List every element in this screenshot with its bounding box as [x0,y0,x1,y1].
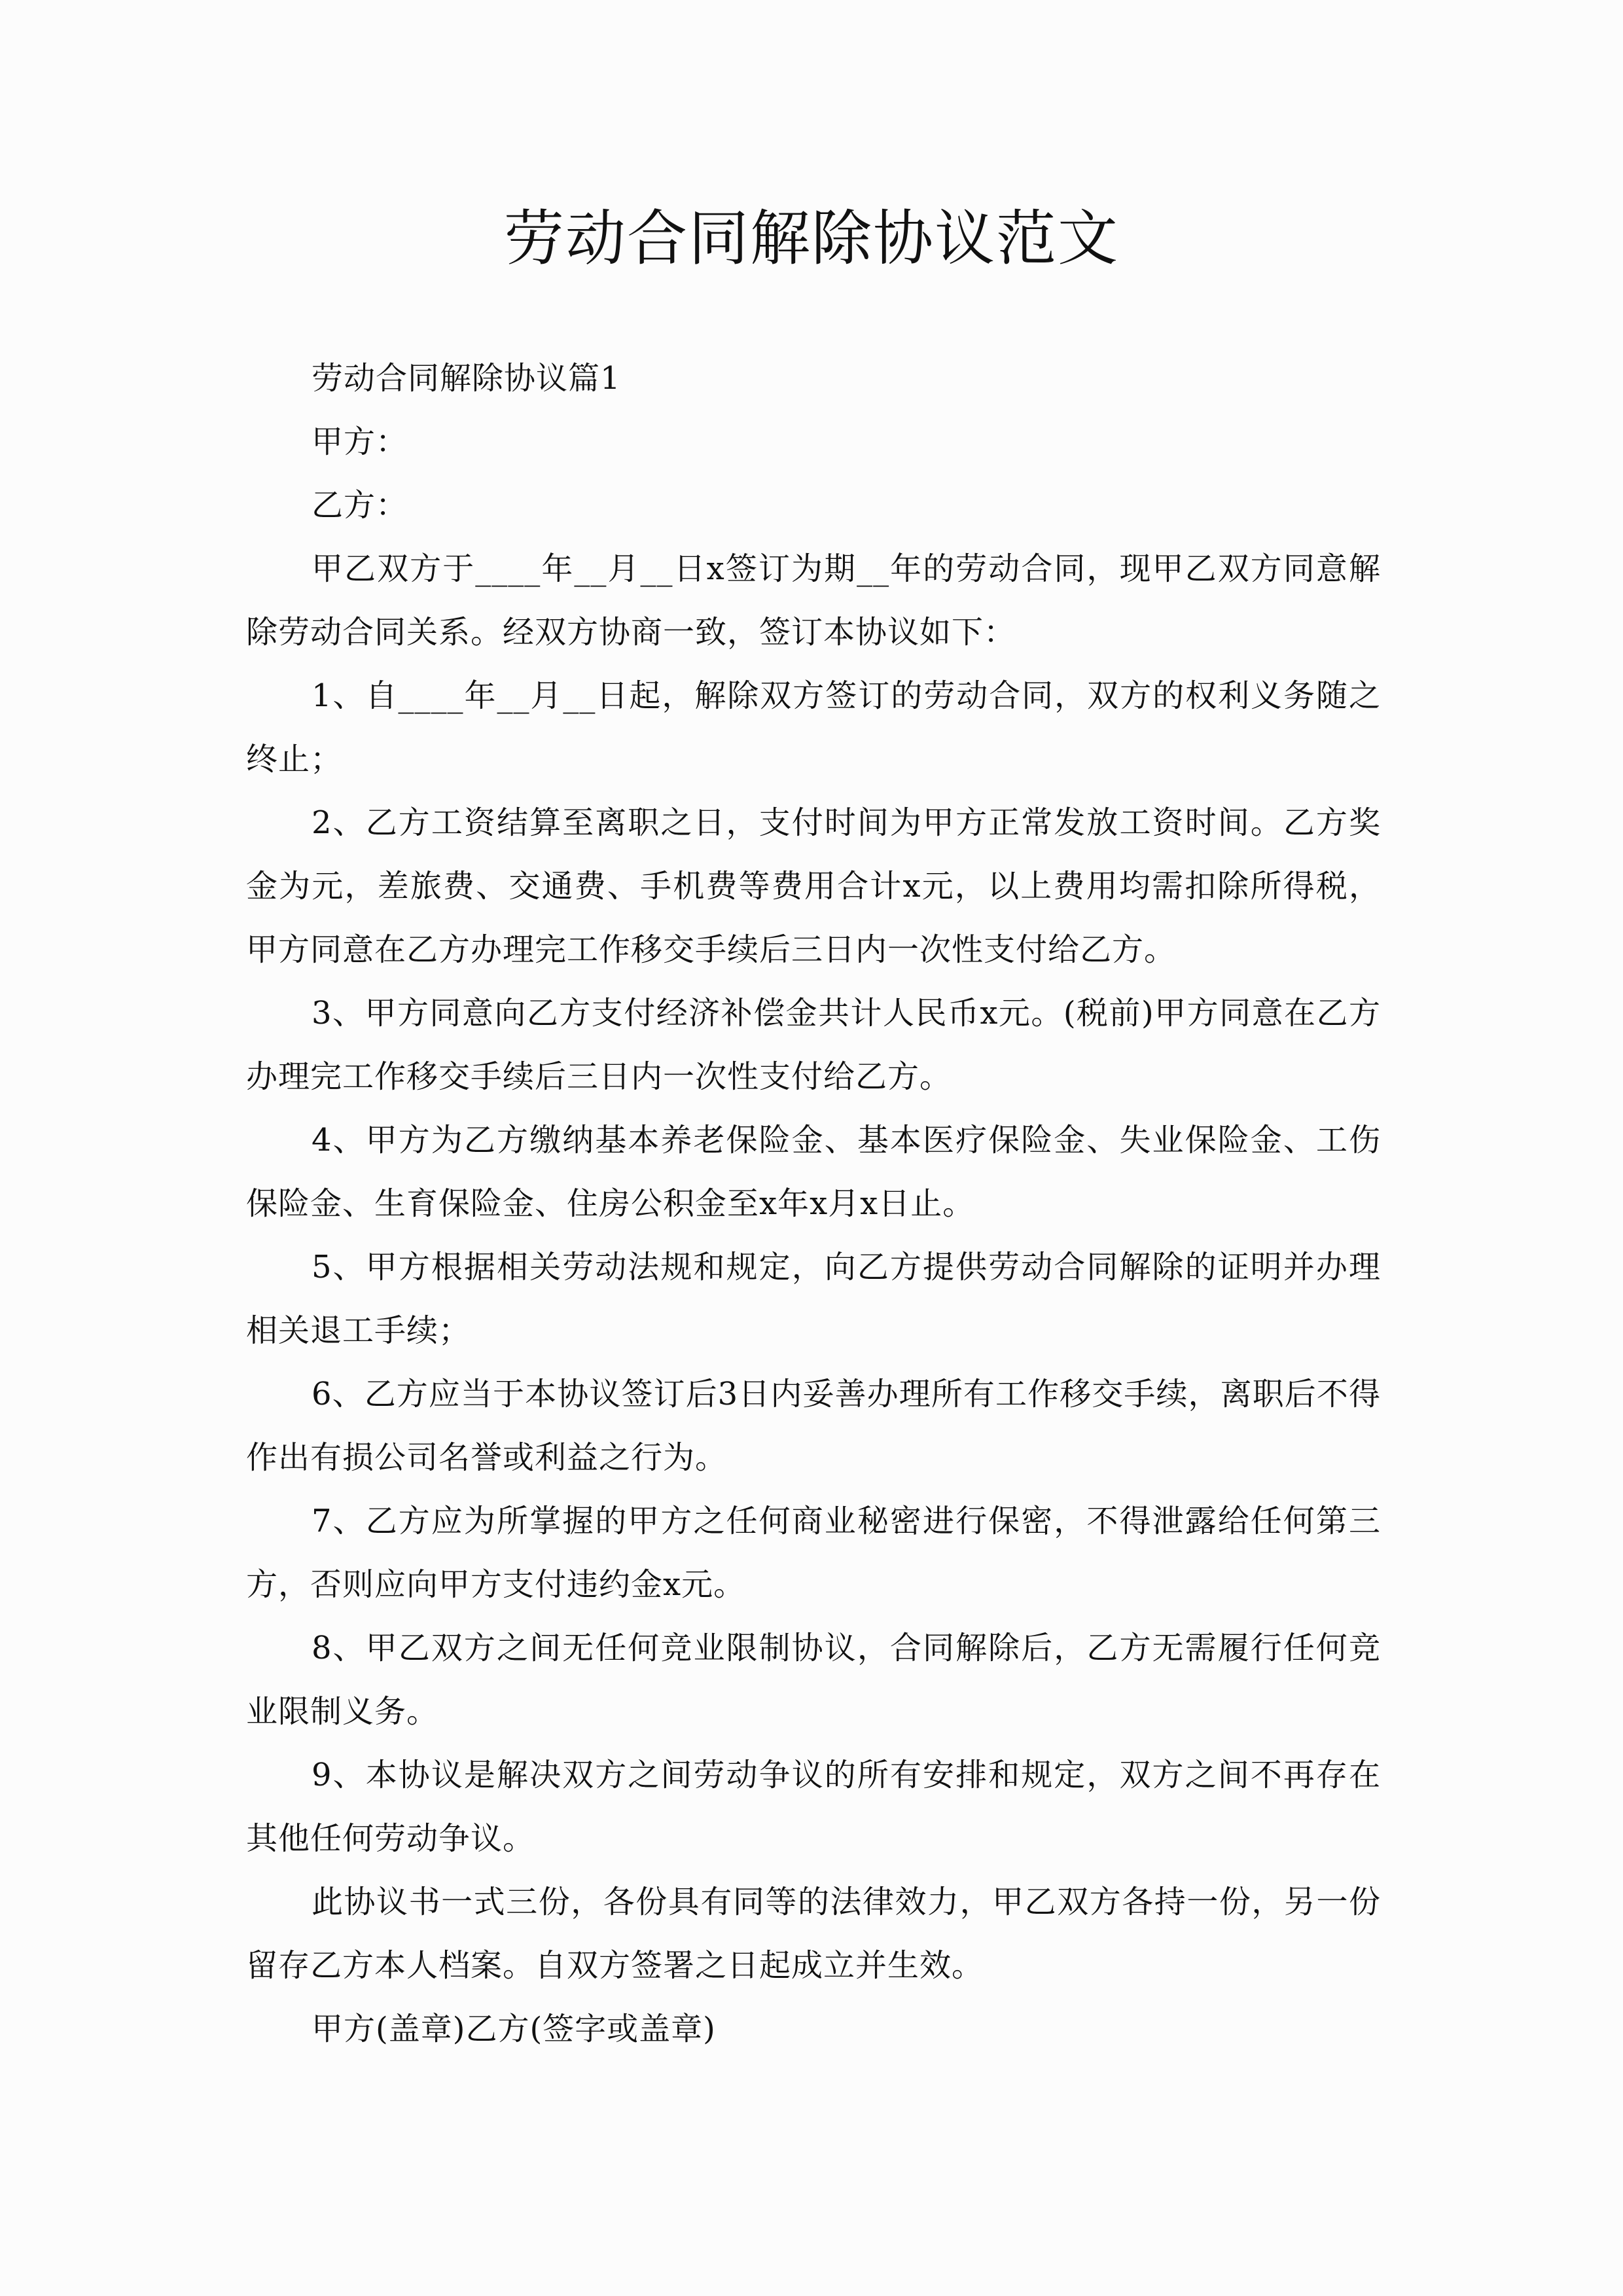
clause-3: 3、甲方同意向乙方支付经济补偿金共计人民币x元。(税前)甲方同意在乙方办理完工作移交手续后三日内一次性支付给乙方。 [246,995,1381,1095]
clause-5: 5、甲方根据相关劳动法规和规定，向乙方提供劳动合同解除的证明并办理相关退工手续； [246,1249,1381,1349]
party-a-label: 甲方： [312,423,408,460]
signature-line: 甲方(盖章)乙方(签字或盖章) [312,2011,716,2047]
section-heading: 劳动合同解除协议篇1 [312,360,621,397]
clause-4: 4、甲方为乙方缴纳基本养老保险金、基本医疗保险金、失业保险金、工伤保险金、生育保险金、住房公积金至x年x月x日止。 [246,1122,1381,1222]
party-b-label: 乙方： [312,487,408,524]
document-title: 劳动合同解除协议范文 [503,204,1119,274]
intro-paragraph: 甲乙双方于____年__月__日x签订为期__年的劳动合同，现甲乙双方同意解除劳动合同关系。经双方协商一致，签订本协议如下： [246,550,1381,651]
clause-8: 8、甲乙双方之间无任何竞业限制协议，合同解除后，乙方无需履行任何竞业限制义务。 [246,1630,1381,1730]
closing-paragraph: 此协议书一式三份，各份具有同等的法律效力，甲乙双方各持一份，另一份留存乙方本人档案。自双方签署之日起成立并生效。 [246,1884,1381,1984]
clause-7: 7、乙方应为所掌握的甲方之任何商业秘密进行保密，不得泄露给任何第三方，否则应向甲方支付违约金x元。 [246,1503,1381,1603]
document-body [246,347,1381,2061]
clause-6: 6、乙方应当于本协议签订后3日内妥善办理所有工作移交手续，离职后不得作出有损公司名誉或利益之行为。 [246,1376,1381,1476]
clause-1: 1、自____年__月__日起，解除双方签订的劳动合同，双方的权利义务随之终止； [246,677,1381,778]
clause-9: 9、本协议是解决双方之间劳动争议的所有安排和规定，双方之间不再存在其他任何劳动争议。 [246,1757,1381,1857]
clause-2: 2、乙方工资结算至离职之日，支付时间为甲方正常发放工资时间。乙方奖金为元，差旅费、交通费、手机费等费用合计x元，以上费用均需扣除所得税，甲方同意在乙方办理完工作移交手续后三日内一次性支付给乙方。 [246,804,1381,968]
